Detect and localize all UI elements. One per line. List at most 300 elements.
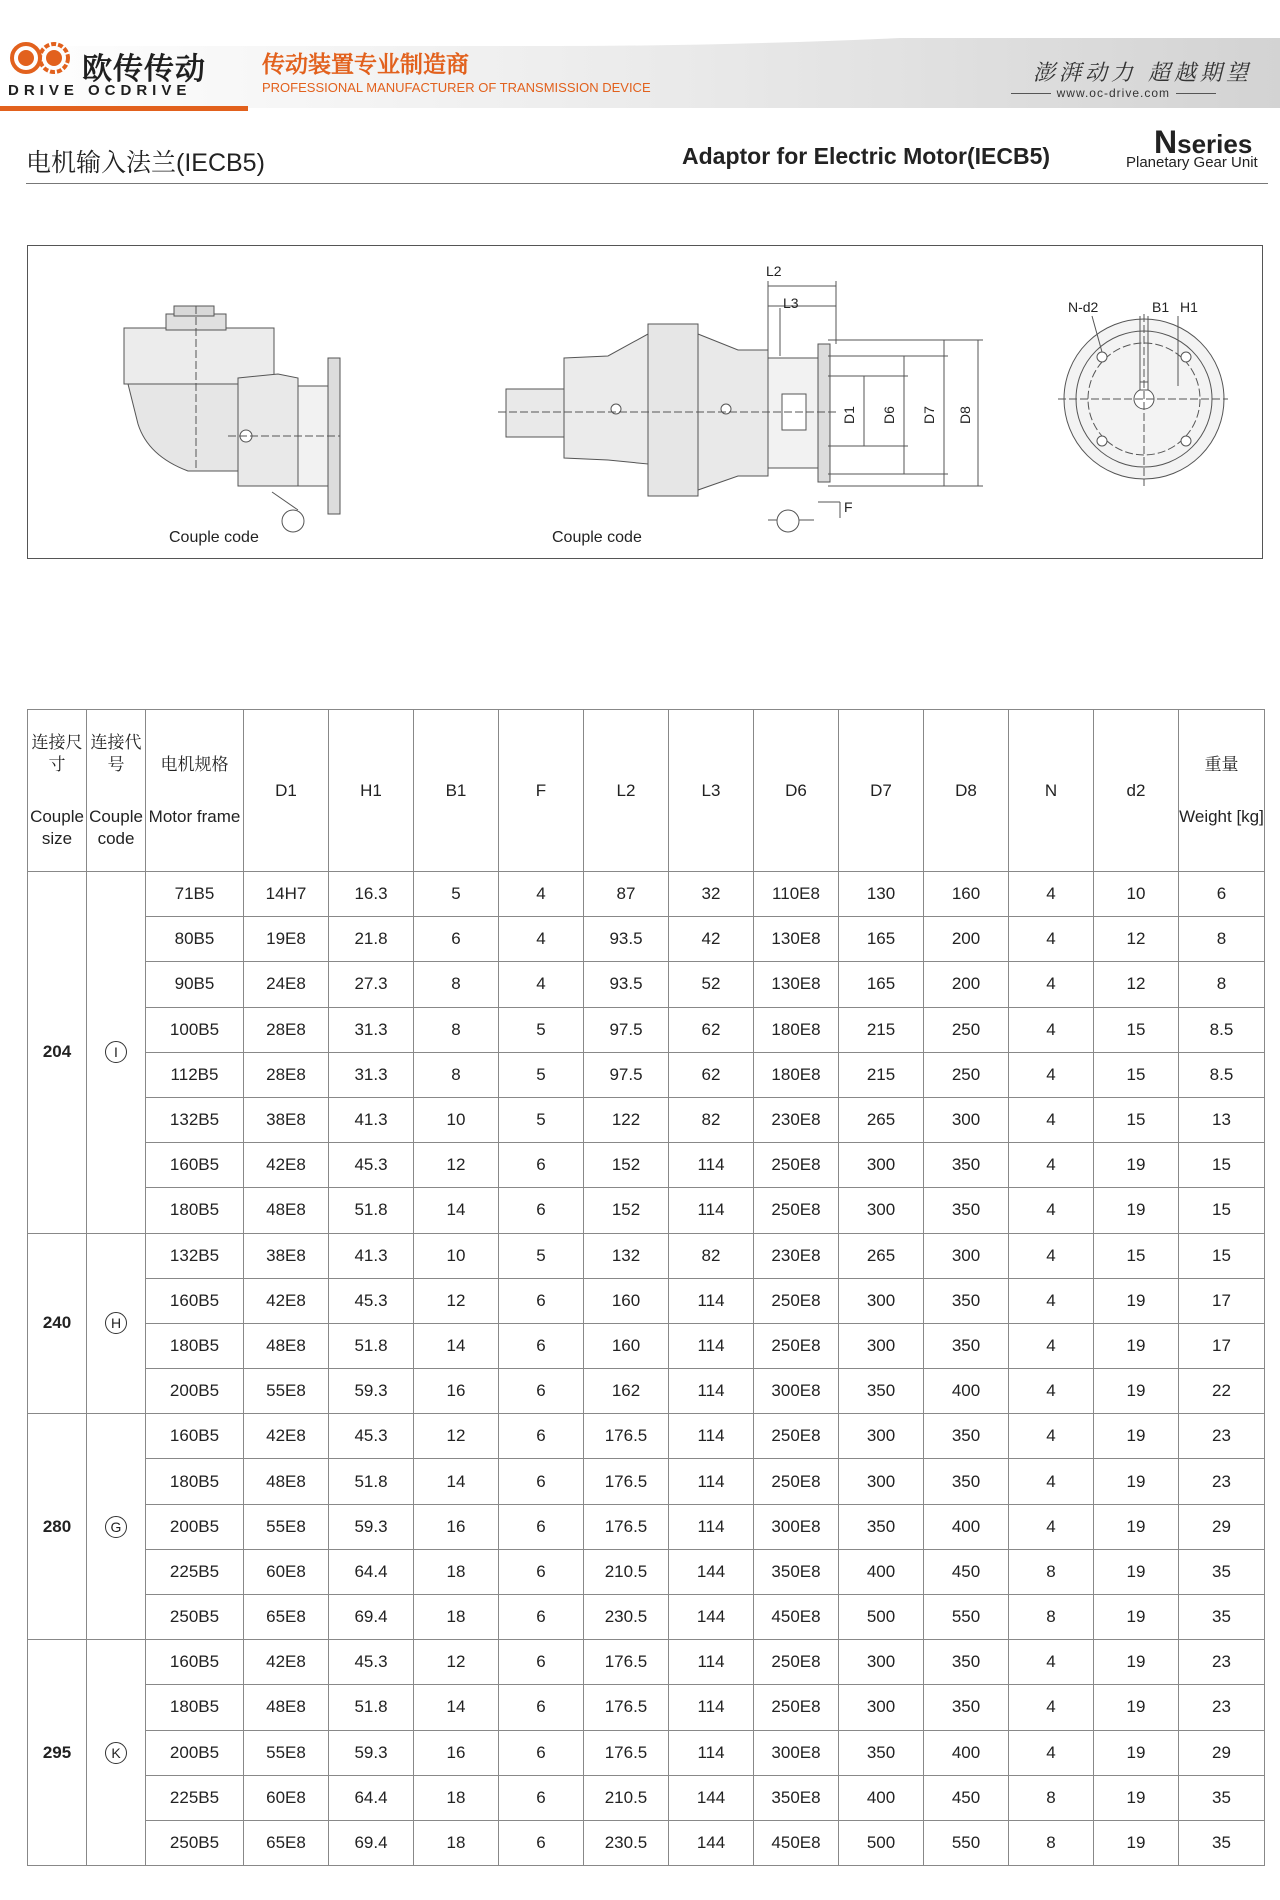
table-cell: 4 <box>499 917 584 962</box>
table-cell: 6 <box>499 1369 584 1414</box>
table-cell: 12 <box>414 1143 499 1188</box>
table-cell: 12 <box>1094 917 1179 962</box>
table-cell: 114 <box>669 1323 754 1368</box>
table-cell: 200 <box>924 962 1009 1007</box>
table-row <box>28 1820 1265 1865</box>
column-header <box>839 710 924 872</box>
table-cell: 180E8 <box>754 1007 839 1052</box>
dim-f: F <box>844 499 853 515</box>
table-cell: 114 <box>669 1459 754 1504</box>
table-cell: 16 <box>414 1369 499 1414</box>
table-cell: 82 <box>669 1233 754 1278</box>
table-cell: 62 <box>669 1052 754 1097</box>
table-cell: 114 <box>669 1188 754 1233</box>
table-cell: 250E8 <box>754 1143 839 1188</box>
column-header-en: H1 <box>360 780 382 800</box>
table-cell: 19 <box>1094 1549 1179 1594</box>
table-cell: 4 <box>1009 1459 1094 1504</box>
table-cell: 6 <box>499 1685 584 1730</box>
motor-frame-cell: 250B5 <box>146 1820 244 1865</box>
table-cell: 5 <box>499 1007 584 1052</box>
table-cell: 165 <box>839 917 924 962</box>
table-cell: 250E8 <box>754 1323 839 1368</box>
table-cell: 250E8 <box>754 1685 839 1730</box>
table-row <box>28 1323 1265 1368</box>
table-cell: 5 <box>499 1233 584 1278</box>
table-cell: 4 <box>1009 1007 1094 1052</box>
table-cell: 144 <box>669 1775 754 1820</box>
table-cell: 152 <box>584 1143 669 1188</box>
table-cell: 300 <box>839 1685 924 1730</box>
table-cell: 24E8 <box>244 962 329 1007</box>
column-header <box>329 710 414 872</box>
table-cell: 14H7 <box>244 872 329 917</box>
table-cell: 130E8 <box>754 917 839 962</box>
table-cell: 8.5 <box>1179 1007 1265 1052</box>
table-cell: 48E8 <box>244 1685 329 1730</box>
table-row <box>28 917 1265 962</box>
motor-frame-cell: 200B5 <box>146 1369 244 1414</box>
table-cell: 21.8 <box>329 917 414 962</box>
table-cell: 42E8 <box>244 1143 329 1188</box>
dim-d7: D7 <box>921 406 937 424</box>
column-header-en: N <box>1044 780 1058 800</box>
table-cell: 130E8 <box>754 962 839 1007</box>
table-cell: 31.3 <box>329 1052 414 1097</box>
couple-size-cell: 280 <box>28 1414 87 1640</box>
table-cell: 19 <box>1094 1685 1179 1730</box>
table-cell: 69.4 <box>329 1820 414 1865</box>
motor-frame-cell: 100B5 <box>146 1007 244 1052</box>
table-cell: 12 <box>1094 962 1179 1007</box>
table-row <box>28 1097 1265 1142</box>
table-cell: 5 <box>499 1052 584 1097</box>
table-cell: 32 <box>669 872 754 917</box>
column-header-en: D6 <box>785 780 807 800</box>
table-cell: 8 <box>414 962 499 1007</box>
table-cell: 300 <box>839 1143 924 1188</box>
table-cell: 18 <box>414 1820 499 1865</box>
table-cell: 15 <box>1094 1097 1179 1142</box>
motor-frame-cell: 180B5 <box>146 1459 244 1504</box>
table-cell: 215 <box>839 1007 924 1052</box>
table-row <box>28 1278 1265 1323</box>
title-divider <box>26 183 1268 184</box>
table-cell: 176.5 <box>584 1414 669 1459</box>
table-cell: 16 <box>414 1504 499 1549</box>
table-cell: 6 <box>499 1278 584 1323</box>
table-cell: 8 <box>1009 1820 1094 1865</box>
motor-frame-cell: 160B5 <box>146 1414 244 1459</box>
motor-frame-cell: 250B5 <box>146 1595 244 1640</box>
table-row <box>28 1685 1265 1730</box>
table-cell: 19 <box>1094 1188 1179 1233</box>
couple-code-cell <box>87 1414 146 1640</box>
motor-frame-cell: 112B5 <box>146 1052 244 1097</box>
table-cell: 550 <box>924 1595 1009 1640</box>
table-cell: 230E8 <box>754 1097 839 1142</box>
table-cell: 8 <box>1179 917 1265 962</box>
table-cell: 8 <box>1009 1549 1094 1594</box>
table-cell: 114 <box>669 1685 754 1730</box>
dim-d6: D6 <box>881 406 897 424</box>
table-cell: 51.8 <box>329 1685 414 1730</box>
table-cell: 64.4 <box>329 1775 414 1820</box>
table-cell: 250E8 <box>754 1459 839 1504</box>
table-cell: 93.5 <box>584 917 669 962</box>
table-cell: 4 <box>499 872 584 917</box>
column-header-cn: 电机规格 <box>160 754 229 774</box>
table-cell: 6 <box>499 1730 584 1775</box>
column-header-cn: 连接尺寸 <box>31 732 83 774</box>
table-cell: 110E8 <box>754 872 839 917</box>
column-header-en: D8 <box>955 780 977 800</box>
table-cell: 300 <box>839 1278 924 1323</box>
table-cell: 144 <box>669 1549 754 1594</box>
table-cell: 41.3 <box>329 1097 414 1142</box>
logo-english-name: DRIVE OCDRIVE <box>8 82 192 99</box>
table-cell: 42 <box>669 917 754 962</box>
table-cell: 300E8 <box>754 1730 839 1775</box>
table-cell: 87 <box>584 872 669 917</box>
table-row <box>28 1233 1265 1278</box>
table-cell: 180E8 <box>754 1052 839 1097</box>
table-cell: 4 <box>1009 1369 1094 1414</box>
column-header-en: L3 <box>701 780 721 800</box>
dim-d1: D1 <box>841 406 857 424</box>
table-cell: 52 <box>669 962 754 1007</box>
table-row <box>28 1640 1265 1685</box>
table-cell: 6 <box>499 1549 584 1594</box>
column-header-en: D1 <box>275 780 297 800</box>
table-cell: 35 <box>1179 1820 1265 1865</box>
spec-table <box>27 709 1265 1866</box>
table-cell: 15 <box>1094 1007 1179 1052</box>
column-header-en: d2 <box>1126 780 1146 800</box>
column-header-en: Couple size <box>30 806 84 848</box>
table-cell: 250 <box>924 1007 1009 1052</box>
column-header-en: B1 <box>445 780 467 800</box>
table-cell: 82 <box>669 1097 754 1142</box>
table-cell: 400 <box>839 1775 924 1820</box>
table-cell: 8 <box>1009 1595 1094 1640</box>
table-cell: 176.5 <box>584 1504 669 1549</box>
table-cell: 14 <box>414 1323 499 1368</box>
dim-h1: H1 <box>1180 299 1198 315</box>
table-cell: 60E8 <box>244 1549 329 1594</box>
column-header <box>584 710 669 872</box>
table-row <box>28 1595 1265 1640</box>
table-cell: 350 <box>924 1685 1009 1730</box>
table-row <box>28 1414 1265 1459</box>
motor-frame-cell: 80B5 <box>146 917 244 962</box>
table-cell: 55E8 <box>244 1369 329 1414</box>
table-cell: 35 <box>1179 1595 1265 1640</box>
table-cell: 59.3 <box>329 1730 414 1775</box>
right-angle-gearbox-drawing <box>124 306 340 532</box>
table-cell: 450 <box>924 1549 1009 1594</box>
page-header <box>0 0 1280 112</box>
table-cell: 300 <box>839 1640 924 1685</box>
table-cell: 19 <box>1094 1369 1179 1414</box>
table-cell: 97.5 <box>584 1052 669 1097</box>
table-cell: 114 <box>669 1143 754 1188</box>
table-cell: 60E8 <box>244 1775 329 1820</box>
table-cell: 114 <box>669 1730 754 1775</box>
table-cell: 300 <box>924 1097 1009 1142</box>
table-cell: 16 <box>414 1730 499 1775</box>
table-cell: 51.8 <box>329 1323 414 1368</box>
couple-code-cell <box>87 1233 146 1414</box>
table-cell: 132 <box>584 1233 669 1278</box>
table-cell: 500 <box>839 1595 924 1640</box>
column-header-cn: 连接代号 <box>90 732 142 774</box>
page-title-en: Adaptor for Electric Motor(IECB5) <box>682 143 1051 169</box>
couple-size-cell: 204 <box>28 872 87 1234</box>
column-header <box>28 710 87 872</box>
table-cell: 144 <box>669 1595 754 1640</box>
table-cell: 176.5 <box>584 1730 669 1775</box>
table-cell: 144 <box>669 1820 754 1865</box>
table-cell: 17 <box>1179 1278 1265 1323</box>
table-cell: 230.5 <box>584 1820 669 1865</box>
table-cell: 38E8 <box>244 1233 329 1278</box>
table-cell: 13 <box>1179 1097 1265 1142</box>
table-row <box>28 962 1265 1007</box>
table-cell: 19 <box>1094 1278 1179 1323</box>
table-row <box>28 1504 1265 1549</box>
table-cell: 114 <box>669 1504 754 1549</box>
table-row <box>28 872 1265 917</box>
table-cell: 14 <box>414 1188 499 1233</box>
table-cell: 29 <box>1179 1730 1265 1775</box>
column-header-en: Weight [kg] <box>1179 806 1264 826</box>
couple-code-badge: K <box>105 1742 127 1764</box>
table-cell: 350 <box>924 1459 1009 1504</box>
dim-l2: L2 <box>766 263 782 279</box>
table-cell: 19 <box>1094 1414 1179 1459</box>
table-cell: 6 <box>499 1323 584 1368</box>
table-cell: 400 <box>924 1504 1009 1549</box>
table-cell: 64.4 <box>329 1549 414 1594</box>
motor-frame-cell: 200B5 <box>146 1504 244 1549</box>
dim-d8: D8 <box>957 406 973 424</box>
motor-frame-cell: 90B5 <box>146 962 244 1007</box>
table-cell: 65E8 <box>244 1820 329 1865</box>
table-cell: 4 <box>499 962 584 1007</box>
table-cell: 59.3 <box>329 1504 414 1549</box>
technical-drawings <box>28 246 1264 560</box>
couple-size-cell: 240 <box>28 1233 87 1414</box>
table-cell: 350 <box>924 1414 1009 1459</box>
table-row <box>28 1775 1265 1820</box>
table-row <box>28 1730 1265 1775</box>
table-cell: 45.3 <box>329 1143 414 1188</box>
table-cell: 8 <box>1009 1775 1094 1820</box>
table-cell: 200 <box>924 917 1009 962</box>
table-cell: 4 <box>1009 1640 1094 1685</box>
table-cell: 23 <box>1179 1459 1265 1504</box>
table-cell: 19E8 <box>244 917 329 962</box>
couple-code-badge: I <box>105 1041 127 1063</box>
table-cell: 300 <box>839 1323 924 1368</box>
table-cell: 4 <box>1009 1097 1094 1142</box>
column-header-en: D7 <box>870 780 892 800</box>
series-subtitle: Planetary Gear Unit <box>1126 154 1258 171</box>
table-cell: 8 <box>1179 962 1265 1007</box>
motor-frame-cell: 225B5 <box>146 1549 244 1594</box>
couple-code-cell <box>87 1640 146 1866</box>
table-cell: 19 <box>1094 1595 1179 1640</box>
couple-code-cell <box>87 872 146 1234</box>
table-cell: 6 <box>499 1640 584 1685</box>
table-cell: 400 <box>924 1730 1009 1775</box>
table-cell: 300 <box>839 1188 924 1233</box>
table-cell: 6 <box>414 917 499 962</box>
table-cell: 12 <box>414 1640 499 1685</box>
table-cell: 48E8 <box>244 1323 329 1368</box>
table-cell: 6 <box>499 1820 584 1865</box>
table-cell: 19 <box>1094 1775 1179 1820</box>
table-cell: 16.3 <box>329 872 414 917</box>
table-cell: 250E8 <box>754 1188 839 1233</box>
table-cell: 160 <box>584 1278 669 1323</box>
table-cell: 28E8 <box>244 1007 329 1052</box>
table-cell: 12 <box>414 1278 499 1323</box>
table-cell: 400 <box>924 1369 1009 1414</box>
table-cell: 4 <box>1009 1730 1094 1775</box>
table-cell: 114 <box>669 1369 754 1414</box>
table-cell: 4 <box>1009 962 1094 1007</box>
table-cell: 23 <box>1179 1640 1265 1685</box>
motor-frame-cell: 180B5 <box>146 1685 244 1730</box>
table-cell: 23 <box>1179 1685 1265 1730</box>
table-cell: 350 <box>839 1369 924 1414</box>
table-cell: 10 <box>414 1097 499 1142</box>
table-cell: 62 <box>669 1007 754 1052</box>
table-cell: 6 <box>499 1143 584 1188</box>
page-title-cn: 电机输入法兰(IECB5) <box>26 149 265 177</box>
motor-frame-cell: 160B5 <box>146 1143 244 1188</box>
website-url[interactable]: www.oc-drive.com <box>1005 86 1222 100</box>
table-cell: 8 <box>414 1052 499 1097</box>
table-cell: 19 <box>1094 1143 1179 1188</box>
table-row <box>28 1459 1265 1504</box>
table-cell: 29 <box>1179 1504 1265 1549</box>
table-cell: 4 <box>1009 872 1094 917</box>
column-header <box>669 710 754 872</box>
table-cell: 162 <box>584 1369 669 1414</box>
table-cell: 450 <box>924 1775 1009 1820</box>
table-cell: 400 <box>839 1549 924 1594</box>
series-word: series <box>1177 129 1253 159</box>
flange-face-drawing <box>1058 314 1228 486</box>
column-header-en: Motor frame <box>148 806 241 826</box>
table-cell: 15 <box>1179 1143 1265 1188</box>
company-motto: 澎湃动力 超越期望 <box>1033 61 1252 86</box>
table-cell: 350 <box>924 1143 1009 1188</box>
table-cell: 23 <box>1179 1414 1265 1459</box>
table-cell: 160 <box>924 872 1009 917</box>
table-cell: 165 <box>839 962 924 1007</box>
table-cell: 450E8 <box>754 1595 839 1640</box>
table-cell: 4 <box>1009 1414 1094 1459</box>
table-cell: 14 <box>414 1685 499 1730</box>
couple-code-badge: H <box>105 1312 127 1334</box>
table-cell: 55E8 <box>244 1730 329 1775</box>
column-header <box>1179 710 1265 872</box>
table-row <box>28 1007 1265 1052</box>
table-cell: 6 <box>499 1188 584 1233</box>
table-cell: 4 <box>1009 1504 1094 1549</box>
table-cell: 10 <box>414 1233 499 1278</box>
table-cell: 350 <box>924 1188 1009 1233</box>
table-cell: 265 <box>839 1097 924 1142</box>
column-header-en: Couple code <box>89 806 143 848</box>
table-cell: 130 <box>839 872 924 917</box>
table-cell: 65E8 <box>244 1595 329 1640</box>
table-cell: 6 <box>499 1414 584 1459</box>
table-row <box>28 1188 1265 1233</box>
table-cell: 4 <box>1009 1233 1094 1278</box>
table-cell: 215 <box>839 1052 924 1097</box>
table-cell: 176.5 <box>584 1685 669 1730</box>
accent-bar <box>0 106 248 111</box>
table-cell: 300 <box>924 1233 1009 1278</box>
series-letter: N <box>1154 124 1178 160</box>
table-cell: 152 <box>584 1188 669 1233</box>
table-cell: 300E8 <box>754 1369 839 1414</box>
table-cell: 230E8 <box>754 1233 839 1278</box>
table-cell: 18 <box>414 1595 499 1640</box>
table-cell: 4 <box>1009 1188 1094 1233</box>
motor-frame-cell: 71B5 <box>146 872 244 917</box>
table-cell: 160 <box>584 1323 669 1368</box>
table-cell: 210.5 <box>584 1775 669 1820</box>
table-cell: 300 <box>839 1414 924 1459</box>
slogan-english: PROFESSIONAL MANUFACTURER OF TRANSMISSION DEVICE <box>262 80 651 95</box>
table-cell: 15 <box>1179 1188 1265 1233</box>
column-header <box>87 710 146 872</box>
table-cell: 45.3 <box>329 1278 414 1323</box>
motor-frame-cell: 200B5 <box>146 1730 244 1775</box>
table-cell: 55E8 <box>244 1504 329 1549</box>
table-cell: 22 <box>1179 1369 1265 1414</box>
table-cell: 4 <box>1009 1685 1094 1730</box>
table-cell: 41.3 <box>329 1233 414 1278</box>
table-row <box>28 1143 1265 1188</box>
table-row <box>28 1052 1265 1097</box>
motor-frame-cell: 132B5 <box>146 1233 244 1278</box>
motor-frame-cell: 180B5 <box>146 1188 244 1233</box>
couple-code-badge: G <box>105 1516 127 1538</box>
motor-frame-cell: 132B5 <box>146 1097 244 1142</box>
column-header <box>244 710 329 872</box>
table-cell: 114 <box>669 1414 754 1459</box>
table-cell: 15 <box>1094 1052 1179 1097</box>
table-cell: 4 <box>1009 1052 1094 1097</box>
column-header <box>1009 710 1094 872</box>
table-cell: 15 <box>1094 1233 1179 1278</box>
table-cell: 350E8 <box>754 1775 839 1820</box>
table-cell: 6 <box>499 1504 584 1549</box>
logo-chinese-name: 欧传传动 <box>82 53 206 86</box>
table-cell: 300 <box>839 1459 924 1504</box>
table-cell: 27.3 <box>329 962 414 1007</box>
table-cell: 176.5 <box>584 1459 669 1504</box>
dim-n-d2: N-d2 <box>1068 299 1099 315</box>
technical-drawing-box <box>27 245 1263 559</box>
